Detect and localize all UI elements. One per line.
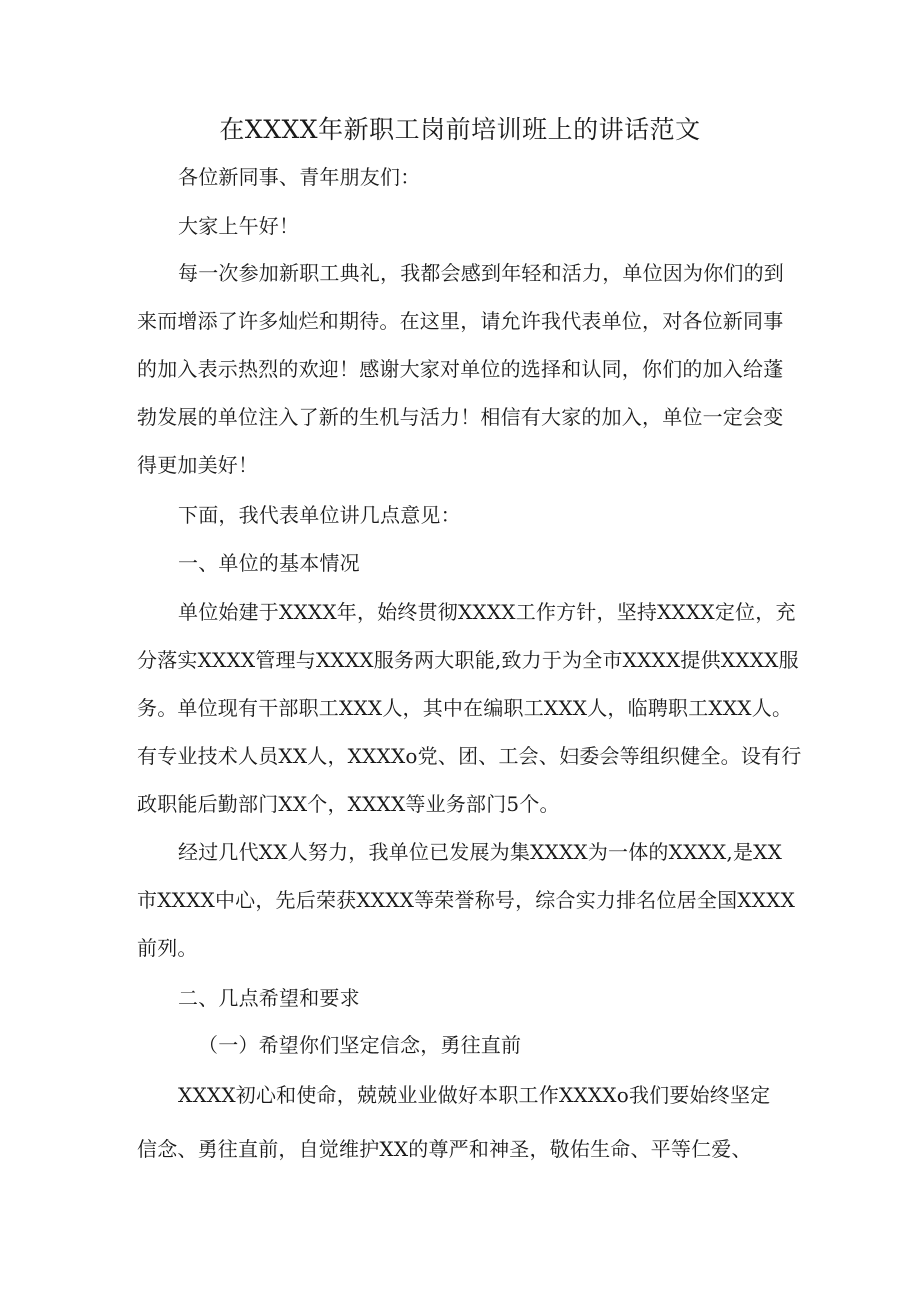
subsection-heading-1: （一）希望你们坚定信念，勇往直前 [198, 1033, 522, 1057]
section-heading-2: 二、几点希望和要求 [178, 986, 360, 1010]
paragraph-line: 分落实XXXX管理与XXXX服务两大职能,致力于为全市XXXX提供XXXX服 [137, 648, 799, 672]
paragraph-line: 经过几代XX人努力，我单位已发展为集XXXX为一体的XXXX,是XX [178, 840, 783, 864]
paragraph-line: 下面，我代表单位讲几点意见： [178, 503, 461, 527]
paragraph-line: 前列。 [137, 936, 198, 960]
section-heading-1: 一、单位的基本情况 [178, 551, 360, 575]
salutation-line: 各位新同事、青年朋友们： [178, 165, 421, 189]
paragraph-line: 每一次参加新职工典礼，我都会感到年轻和活力，单位因为你们的到 [178, 261, 784, 285]
paragraph-line: 政职能后勤部门XX个，XXXX等业务部门5个。 [137, 792, 560, 816]
paragraph-line: 来而增添了许多灿烂和期待。在这里，请允许我代表单位，对各位新同事 [137, 309, 784, 333]
paragraph-line: 得更加美好！ [137, 453, 259, 477]
paragraph-line: 市XXXX中心，先后荣获XXXX等荣誉称号，综合实力排名位居全国XXXX [137, 888, 796, 912]
paragraph-line: 单位始建于XXXX年，始终贯彻XXXX工作方针，坚持XXXX定位，充 [178, 600, 796, 624]
paragraph-line: 务。单位现有干部职工XXX人，其中在编职工XXX人，临聘职工XXX人。 [137, 696, 793, 720]
greeting-line: 大家上午好！ [178, 214, 300, 238]
paragraph-line: 勃发展的单位注入了新的生机与活力！相信有大家的加入，单位一定会变 [137, 405, 784, 429]
paragraph-line: XXXX初心和使命，兢兢业业做好本职工作XXXXo我们要始终坚定 [178, 1083, 771, 1107]
paragraph-line: 信念、勇往直前，自觉维护XX的尊严和神圣，敬佑生命、平等仁爱、 [137, 1137, 752, 1161]
paragraph-line: 有专业技术人员XX人，XXXXo党、团、工会、妇委会等组织健全。设有行 [137, 744, 802, 768]
document-title: 在XXXX年新职工岗前培训班上的讲话范文 [219, 115, 701, 144]
paragraph-line: 的加入表示热烈的欢迎！感谢大家对单位的选择和认同，你们的加入给蓬 [137, 357, 784, 381]
